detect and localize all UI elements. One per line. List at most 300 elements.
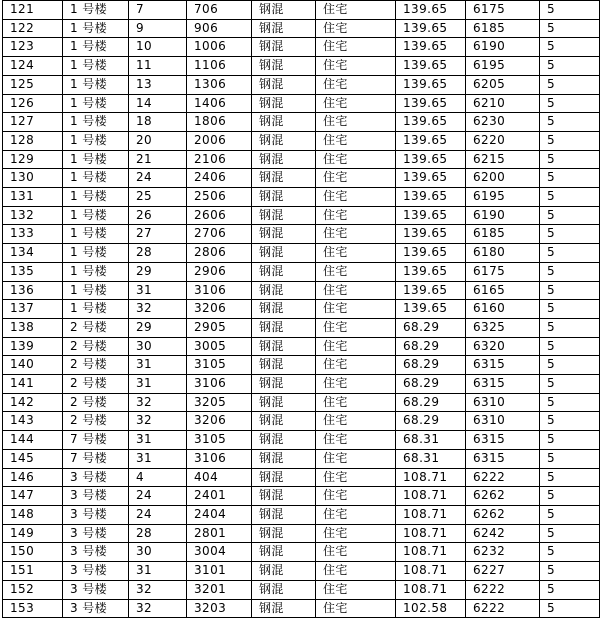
usage-cell: 住宅 bbox=[316, 19, 396, 38]
floor-cell: 9 bbox=[129, 19, 187, 38]
floor-cell: 24 bbox=[129, 169, 187, 188]
building-cell: 2 号楼 bbox=[63, 356, 129, 375]
seq-cell: 151 bbox=[3, 562, 63, 581]
building-cell: 1 号楼 bbox=[63, 1, 129, 20]
price-cell: 6222 bbox=[466, 599, 540, 618]
usage-cell: 住宅 bbox=[316, 468, 396, 487]
area-cell: 108.71 bbox=[396, 487, 466, 506]
table-row bbox=[3, 150, 600, 169]
area-cell: 68.29 bbox=[396, 318, 466, 337]
floor-cell: 11 bbox=[129, 57, 187, 76]
building-cell: 3 号楼 bbox=[63, 580, 129, 599]
usage-cell: 住宅 bbox=[316, 505, 396, 524]
last-cell: 5 bbox=[540, 262, 600, 281]
seq-cell: 142 bbox=[3, 393, 63, 412]
building-cell: 1 号楼 bbox=[63, 262, 129, 281]
table-row bbox=[3, 562, 600, 581]
price-cell: 6185 bbox=[466, 225, 540, 244]
room-cell: 2404 bbox=[187, 505, 252, 524]
seq-cell: 127 bbox=[3, 113, 63, 132]
price-cell: 6222 bbox=[466, 580, 540, 599]
floor-cell: 32 bbox=[129, 393, 187, 412]
last-cell: 5 bbox=[540, 393, 600, 412]
structure-cell: 钢混 bbox=[252, 281, 316, 300]
usage-cell: 住宅 bbox=[316, 562, 396, 581]
usage-cell: 住宅 bbox=[316, 113, 396, 132]
room-cell: 404 bbox=[187, 468, 252, 487]
table-row bbox=[3, 524, 600, 543]
room-cell: 3205 bbox=[187, 393, 252, 412]
area-cell: 68.31 bbox=[396, 431, 466, 450]
seq-cell: 140 bbox=[3, 356, 63, 375]
table-row bbox=[3, 337, 600, 356]
floor-cell: 14 bbox=[129, 94, 187, 113]
floor-cell: 21 bbox=[129, 150, 187, 169]
seq-cell: 150 bbox=[3, 543, 63, 562]
building-cell: 1 号楼 bbox=[63, 150, 129, 169]
last-cell: 5 bbox=[540, 375, 600, 394]
last-cell: 5 bbox=[540, 281, 600, 300]
table-row bbox=[3, 244, 600, 263]
price-cell: 6200 bbox=[466, 169, 540, 188]
room-cell: 2801 bbox=[187, 524, 252, 543]
seq-cell: 126 bbox=[3, 94, 63, 113]
structure-cell: 钢混 bbox=[252, 57, 316, 76]
room-cell: 1806 bbox=[187, 113, 252, 132]
floor-cell: 25 bbox=[129, 188, 187, 207]
building-cell: 1 号楼 bbox=[63, 169, 129, 188]
structure-cell: 钢混 bbox=[252, 19, 316, 38]
room-cell: 1106 bbox=[187, 57, 252, 76]
seq-cell: 123 bbox=[3, 38, 63, 57]
floor-cell: 10 bbox=[129, 38, 187, 57]
structure-cell: 钢混 bbox=[252, 113, 316, 132]
price-cell: 6190 bbox=[466, 38, 540, 57]
structure-cell: 钢混 bbox=[252, 487, 316, 506]
usage-cell: 住宅 bbox=[316, 1, 396, 20]
building-cell: 3 号楼 bbox=[63, 599, 129, 618]
table-row bbox=[3, 19, 600, 38]
usage-cell: 住宅 bbox=[316, 487, 396, 506]
table-row bbox=[3, 300, 600, 319]
room-cell: 2905 bbox=[187, 318, 252, 337]
structure-cell: 钢混 bbox=[252, 375, 316, 394]
seq-cell: 145 bbox=[3, 449, 63, 468]
building-cell: 3 号楼 bbox=[63, 468, 129, 487]
structure-cell: 钢混 bbox=[252, 225, 316, 244]
area-cell: 139.65 bbox=[396, 1, 466, 20]
structure-cell: 钢混 bbox=[252, 1, 316, 20]
room-cell: 3005 bbox=[187, 337, 252, 356]
building-cell: 3 号楼 bbox=[63, 562, 129, 581]
room-cell: 2806 bbox=[187, 244, 252, 263]
area-cell: 139.65 bbox=[396, 150, 466, 169]
usage-cell: 住宅 bbox=[316, 262, 396, 281]
price-cell: 6222 bbox=[466, 468, 540, 487]
floor-cell: 32 bbox=[129, 300, 187, 319]
area-cell: 102.58 bbox=[396, 599, 466, 618]
last-cell: 5 bbox=[540, 300, 600, 319]
floor-cell: 27 bbox=[129, 225, 187, 244]
area-cell: 108.71 bbox=[396, 505, 466, 524]
last-cell: 5 bbox=[540, 431, 600, 450]
usage-cell: 住宅 bbox=[316, 318, 396, 337]
price-cell: 6227 bbox=[466, 562, 540, 581]
table-row bbox=[3, 599, 600, 618]
area-cell: 68.29 bbox=[396, 393, 466, 412]
table-row bbox=[3, 188, 600, 207]
table-row bbox=[3, 281, 600, 300]
area-cell: 108.71 bbox=[396, 543, 466, 562]
table-row bbox=[3, 487, 600, 506]
area-cell: 68.29 bbox=[396, 412, 466, 431]
usage-cell: 住宅 bbox=[316, 150, 396, 169]
room-cell: 706 bbox=[187, 1, 252, 20]
building-cell: 1 号楼 bbox=[63, 113, 129, 132]
structure-cell: 钢混 bbox=[252, 543, 316, 562]
table-row bbox=[3, 375, 600, 394]
room-cell: 2406 bbox=[187, 169, 252, 188]
usage-cell: 住宅 bbox=[316, 543, 396, 562]
area-cell: 68.31 bbox=[396, 449, 466, 468]
table-row bbox=[3, 38, 600, 57]
table-row bbox=[3, 94, 600, 113]
floor-cell: 31 bbox=[129, 281, 187, 300]
floor-cell: 32 bbox=[129, 599, 187, 618]
last-cell: 5 bbox=[540, 356, 600, 375]
usage-cell: 住宅 bbox=[316, 393, 396, 412]
last-cell: 5 bbox=[540, 543, 600, 562]
last-cell: 5 bbox=[540, 318, 600, 337]
seq-cell: 139 bbox=[3, 337, 63, 356]
structure-cell: 钢混 bbox=[252, 562, 316, 581]
building-cell: 2 号楼 bbox=[63, 375, 129, 394]
room-cell: 2606 bbox=[187, 206, 252, 225]
building-cell: 7 号楼 bbox=[63, 431, 129, 450]
table-row bbox=[3, 75, 600, 94]
price-cell: 6165 bbox=[466, 281, 540, 300]
last-cell: 5 bbox=[540, 38, 600, 57]
floor-cell: 24 bbox=[129, 505, 187, 524]
price-cell: 6242 bbox=[466, 524, 540, 543]
area-cell: 139.65 bbox=[396, 169, 466, 188]
structure-cell: 钢混 bbox=[252, 131, 316, 150]
building-cell: 2 号楼 bbox=[63, 337, 129, 356]
building-cell: 1 号楼 bbox=[63, 19, 129, 38]
building-cell: 7 号楼 bbox=[63, 449, 129, 468]
floor-cell: 31 bbox=[129, 431, 187, 450]
area-cell: 139.65 bbox=[396, 188, 466, 207]
structure-cell: 钢混 bbox=[252, 393, 316, 412]
room-cell: 2906 bbox=[187, 262, 252, 281]
area-cell: 139.65 bbox=[396, 262, 466, 281]
building-cell: 3 号楼 bbox=[63, 524, 129, 543]
seq-cell: 143 bbox=[3, 412, 63, 431]
price-cell: 6210 bbox=[466, 94, 540, 113]
floor-cell: 30 bbox=[129, 543, 187, 562]
usage-cell: 住宅 bbox=[316, 281, 396, 300]
structure-cell: 钢混 bbox=[252, 505, 316, 524]
last-cell: 5 bbox=[540, 337, 600, 356]
seq-cell: 147 bbox=[3, 487, 63, 506]
structure-cell: 钢混 bbox=[252, 468, 316, 487]
structure-cell: 钢混 bbox=[252, 300, 316, 319]
table-row bbox=[3, 262, 600, 281]
building-cell: 3 号楼 bbox=[63, 543, 129, 562]
last-cell: 5 bbox=[540, 206, 600, 225]
last-cell: 5 bbox=[540, 468, 600, 487]
area-cell: 139.65 bbox=[396, 244, 466, 263]
last-cell: 5 bbox=[540, 57, 600, 76]
building-cell: 1 号楼 bbox=[63, 75, 129, 94]
floor-cell: 24 bbox=[129, 487, 187, 506]
seq-cell: 135 bbox=[3, 262, 63, 281]
structure-cell: 钢混 bbox=[252, 580, 316, 599]
building-cell: 2 号楼 bbox=[63, 393, 129, 412]
last-cell: 5 bbox=[540, 169, 600, 188]
seq-cell: 149 bbox=[3, 524, 63, 543]
price-cell: 6315 bbox=[466, 356, 540, 375]
last-cell: 5 bbox=[540, 412, 600, 431]
price-cell: 6315 bbox=[466, 431, 540, 450]
area-cell: 139.65 bbox=[396, 38, 466, 57]
building-cell: 1 号楼 bbox=[63, 281, 129, 300]
structure-cell: 钢混 bbox=[252, 524, 316, 543]
table-row bbox=[3, 169, 600, 188]
table-row bbox=[3, 1, 600, 20]
seq-cell: 133 bbox=[3, 225, 63, 244]
price-cell: 6175 bbox=[466, 262, 540, 281]
building-cell: 1 号楼 bbox=[63, 225, 129, 244]
area-cell: 68.29 bbox=[396, 375, 466, 394]
room-cell: 2106 bbox=[187, 150, 252, 169]
structure-cell: 钢混 bbox=[252, 244, 316, 263]
area-cell: 139.65 bbox=[396, 57, 466, 76]
last-cell: 5 bbox=[540, 113, 600, 132]
seq-cell: 146 bbox=[3, 468, 63, 487]
price-cell: 6262 bbox=[466, 487, 540, 506]
area-cell: 139.65 bbox=[396, 300, 466, 319]
seq-cell: 132 bbox=[3, 206, 63, 225]
area-cell: 108.71 bbox=[396, 562, 466, 581]
seq-cell: 124 bbox=[3, 57, 63, 76]
structure-cell: 钢混 bbox=[252, 94, 316, 113]
price-cell: 6215 bbox=[466, 150, 540, 169]
area-cell: 68.29 bbox=[396, 356, 466, 375]
table-row bbox=[3, 505, 600, 524]
usage-cell: 住宅 bbox=[316, 244, 396, 263]
floor-cell: 29 bbox=[129, 262, 187, 281]
structure-cell: 钢混 bbox=[252, 412, 316, 431]
usage-cell: 住宅 bbox=[316, 431, 396, 450]
room-cell: 3106 bbox=[187, 375, 252, 394]
seq-cell: 153 bbox=[3, 599, 63, 618]
seq-cell: 130 bbox=[3, 169, 63, 188]
floor-cell: 30 bbox=[129, 337, 187, 356]
floor-cell: 20 bbox=[129, 131, 187, 150]
usage-cell: 住宅 bbox=[316, 57, 396, 76]
price-cell: 6320 bbox=[466, 337, 540, 356]
price-cell: 6220 bbox=[466, 131, 540, 150]
usage-cell: 住宅 bbox=[316, 131, 396, 150]
seq-cell: 131 bbox=[3, 188, 63, 207]
seq-cell: 128 bbox=[3, 131, 63, 150]
room-cell: 3101 bbox=[187, 562, 252, 581]
table-row bbox=[3, 468, 600, 487]
seq-cell: 138 bbox=[3, 318, 63, 337]
room-cell: 906 bbox=[187, 19, 252, 38]
building-cell: 2 号楼 bbox=[63, 318, 129, 337]
room-cell: 3105 bbox=[187, 356, 252, 375]
area-cell: 139.65 bbox=[396, 94, 466, 113]
table-row bbox=[3, 318, 600, 337]
usage-cell: 住宅 bbox=[316, 169, 396, 188]
floor-cell: 32 bbox=[129, 580, 187, 599]
units-table-body bbox=[3, 1, 600, 618]
table-row bbox=[3, 412, 600, 431]
area-cell: 139.65 bbox=[396, 75, 466, 94]
room-cell: 1006 bbox=[187, 38, 252, 57]
area-cell: 139.65 bbox=[396, 131, 466, 150]
building-cell: 3 号楼 bbox=[63, 487, 129, 506]
table-row bbox=[3, 131, 600, 150]
seq-cell: 144 bbox=[3, 431, 63, 450]
floor-cell: 31 bbox=[129, 375, 187, 394]
area-cell: 108.71 bbox=[396, 468, 466, 487]
floor-cell: 28 bbox=[129, 524, 187, 543]
floor-cell: 13 bbox=[129, 75, 187, 94]
usage-cell: 住宅 bbox=[316, 300, 396, 319]
building-cell: 1 号楼 bbox=[63, 94, 129, 113]
price-cell: 6310 bbox=[466, 412, 540, 431]
seq-cell: 152 bbox=[3, 580, 63, 599]
usage-cell: 住宅 bbox=[316, 449, 396, 468]
area-cell: 139.65 bbox=[396, 281, 466, 300]
price-cell: 6310 bbox=[466, 393, 540, 412]
price-cell: 6195 bbox=[466, 57, 540, 76]
units-table bbox=[2, 0, 600, 618]
area-cell: 139.65 bbox=[396, 113, 466, 132]
room-cell: 3203 bbox=[187, 599, 252, 618]
price-cell: 6232 bbox=[466, 543, 540, 562]
structure-cell: 钢混 bbox=[252, 75, 316, 94]
usage-cell: 住宅 bbox=[316, 524, 396, 543]
floor-cell: 31 bbox=[129, 356, 187, 375]
building-cell: 1 号楼 bbox=[63, 188, 129, 207]
usage-cell: 住宅 bbox=[316, 580, 396, 599]
table-row bbox=[3, 206, 600, 225]
seq-cell: 122 bbox=[3, 19, 63, 38]
structure-cell: 钢混 bbox=[252, 169, 316, 188]
last-cell: 5 bbox=[540, 449, 600, 468]
floor-cell: 32 bbox=[129, 412, 187, 431]
building-cell: 1 号楼 bbox=[63, 131, 129, 150]
floor-cell: 7 bbox=[129, 1, 187, 20]
price-cell: 6185 bbox=[466, 19, 540, 38]
room-cell: 3105 bbox=[187, 431, 252, 450]
table-row bbox=[3, 393, 600, 412]
area-cell: 108.71 bbox=[396, 580, 466, 599]
usage-cell: 住宅 bbox=[316, 94, 396, 113]
floor-cell: 29 bbox=[129, 318, 187, 337]
room-cell: 2006 bbox=[187, 131, 252, 150]
structure-cell: 钢混 bbox=[252, 449, 316, 468]
room-cell: 2506 bbox=[187, 188, 252, 207]
last-cell: 5 bbox=[540, 188, 600, 207]
usage-cell: 住宅 bbox=[316, 225, 396, 244]
area-cell: 68.29 bbox=[396, 337, 466, 356]
floor-cell: 26 bbox=[129, 206, 187, 225]
last-cell: 5 bbox=[540, 150, 600, 169]
floor-cell: 31 bbox=[129, 562, 187, 581]
area-cell: 108.71 bbox=[396, 524, 466, 543]
seq-cell: 137 bbox=[3, 300, 63, 319]
last-cell: 5 bbox=[540, 1, 600, 20]
price-cell: 6262 bbox=[466, 505, 540, 524]
seq-cell: 129 bbox=[3, 150, 63, 169]
table-row bbox=[3, 356, 600, 375]
area-cell: 139.65 bbox=[396, 19, 466, 38]
area-cell: 139.65 bbox=[396, 225, 466, 244]
room-cell: 3206 bbox=[187, 300, 252, 319]
price-cell: 6205 bbox=[466, 75, 540, 94]
seq-cell: 134 bbox=[3, 244, 63, 263]
usage-cell: 住宅 bbox=[316, 375, 396, 394]
structure-cell: 钢混 bbox=[252, 599, 316, 618]
last-cell: 5 bbox=[540, 580, 600, 599]
usage-cell: 住宅 bbox=[316, 599, 396, 618]
usage-cell: 住宅 bbox=[316, 412, 396, 431]
last-cell: 5 bbox=[540, 487, 600, 506]
table-row bbox=[3, 225, 600, 244]
room-cell: 3106 bbox=[187, 281, 252, 300]
seq-cell: 141 bbox=[3, 375, 63, 394]
last-cell: 5 bbox=[540, 75, 600, 94]
table-row bbox=[3, 113, 600, 132]
building-cell: 1 号楼 bbox=[63, 57, 129, 76]
last-cell: 5 bbox=[540, 244, 600, 263]
last-cell: 5 bbox=[540, 599, 600, 618]
last-cell: 5 bbox=[540, 562, 600, 581]
floor-cell: 18 bbox=[129, 113, 187, 132]
seq-cell: 148 bbox=[3, 505, 63, 524]
room-cell: 3106 bbox=[187, 449, 252, 468]
structure-cell: 钢混 bbox=[252, 262, 316, 281]
room-cell: 1306 bbox=[187, 75, 252, 94]
last-cell: 5 bbox=[540, 94, 600, 113]
structure-cell: 钢混 bbox=[252, 150, 316, 169]
area-cell: 139.65 bbox=[396, 206, 466, 225]
price-cell: 6195 bbox=[466, 188, 540, 207]
building-cell: 1 号楼 bbox=[63, 206, 129, 225]
building-cell: 1 号楼 bbox=[63, 38, 129, 57]
price-cell: 6175 bbox=[466, 1, 540, 20]
usage-cell: 住宅 bbox=[316, 38, 396, 57]
price-cell: 6315 bbox=[466, 375, 540, 394]
structure-cell: 钢混 bbox=[252, 188, 316, 207]
table-row bbox=[3, 543, 600, 562]
price-cell: 6160 bbox=[466, 300, 540, 319]
usage-cell: 住宅 bbox=[316, 206, 396, 225]
price-cell: 6315 bbox=[466, 449, 540, 468]
table-row bbox=[3, 580, 600, 599]
table-row bbox=[3, 57, 600, 76]
building-cell: 2 号楼 bbox=[63, 412, 129, 431]
last-cell: 5 bbox=[540, 19, 600, 38]
room-cell: 3206 bbox=[187, 412, 252, 431]
structure-cell: 钢混 bbox=[252, 356, 316, 375]
building-cell: 3 号楼 bbox=[63, 505, 129, 524]
